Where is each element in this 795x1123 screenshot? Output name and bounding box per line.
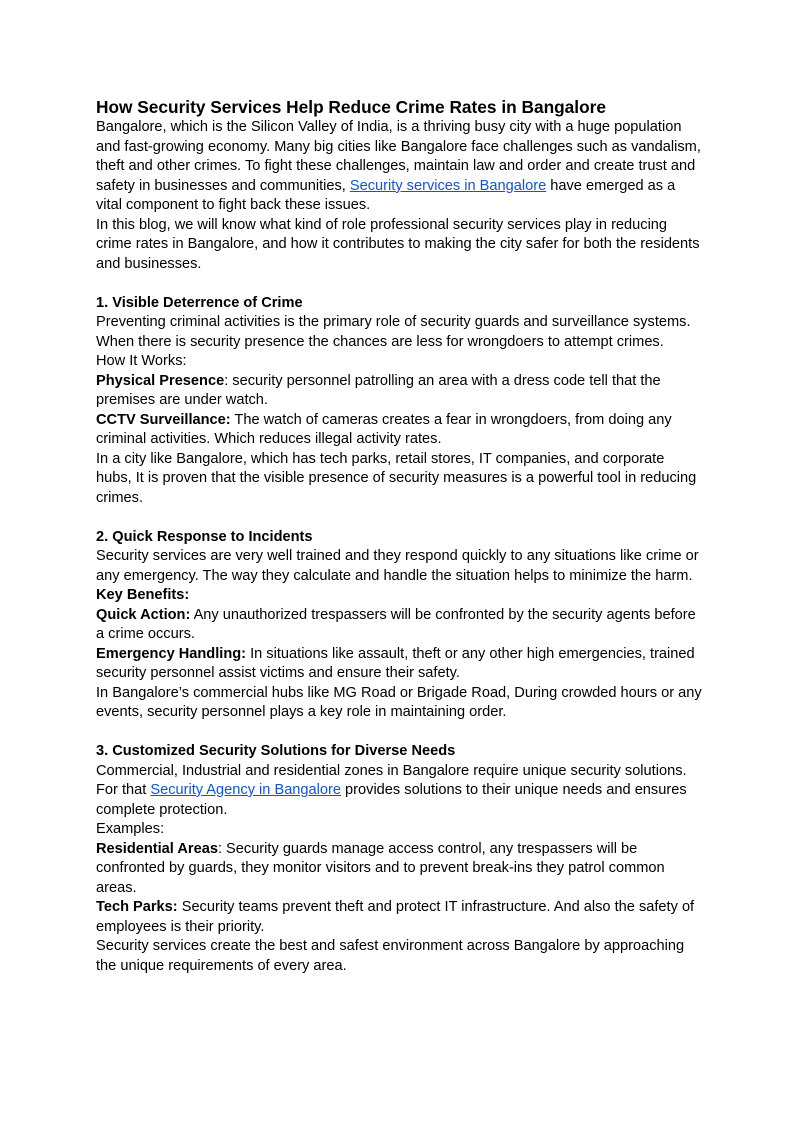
item-label: CCTV Surveillance: <box>96 411 231 428</box>
item-label: Residential Areas <box>96 840 218 857</box>
item-label: Tech Parks: <box>96 899 178 915</box>
section-3-item-tech-parks <box>96 898 702 937</box>
section-2-item-quick-action <box>96 606 702 645</box>
section-2-paragraph-1: Security services are very well trained and they respond quickly to any situations like crime or any emergency. The way they calculate and handle the situation helps to minimize the harm. <box>96 548 699 584</box>
section-3-heading: 3. Customized Security Solutions for Diverse Needs <box>96 743 456 759</box>
item-text: : Security guards manage access control, any trespassers will be confronted by guards, they monitor visitors and to prevent break-ins they patrol common areas. <box>96 840 665 896</box>
text-before-link: For that <box>96 782 151 798</box>
section-2-paragraph-2: In Bangalore’s commercial hubs like MG Road or Brigade Road, During crowded hours or any events, security personnel plays a key role in maintaining order. <box>96 684 702 720</box>
section-3-paragraph-2 <box>96 781 702 820</box>
section-2-subheading: Key Benefits: <box>96 587 190 603</box>
section-3-paragraph-4: Security services create the best and safest environment across Bangalore by approaching the unique requirements of every area. <box>96 938 685 974</box>
spacer <box>96 723 702 743</box>
section-1-how-it-works: How It Works: <box>96 353 187 369</box>
section-1-item-cctv <box>96 411 702 450</box>
section-2-heading: 2. Quick Response to Incidents <box>96 528 313 545</box>
intro-text-before-link: Bangalore, which is the Silicon Valley of India, is a thriving busy city with a huge population and fast-growing economy. Many big cities like Bangalore face challenges such as vandalism, theft and other crimes. To fight these challenges, maintain law and order and create trust and safety in businesses and communities, <box>96 119 701 194</box>
item-text: The watch of cameras creates a fear in wrongdoers, from doing any criminal activities. Which reduces illegal activity rates. <box>96 411 672 447</box>
section-1-heading: 1. Visible Deterrence of Crime <box>96 294 303 311</box>
security-agency-link[interactable]: Security Agency in Bangalore <box>150 782 341 798</box>
section-1-paragraph-3: In a city like Bangalore, which has tech parks, retail stores, IT companies, and corporate hubs, It is proven that the visible presence of security measures is a powerful tool in reducing crimes. <box>96 450 697 506</box>
item-label: Physical Presence <box>96 372 225 389</box>
item-label: Emergency Handling: <box>96 645 247 662</box>
spacer <box>96 274 702 294</box>
item-text: Any unauthorized trespassers will be confronted by the security agents before a crime occurs. <box>96 606 696 642</box>
section-2-item-emergency-handling <box>96 645 702 684</box>
item-text: : security personnel patrolling an area with a dress code tell that the premises are under watch. <box>96 372 661 408</box>
spacer <box>96 508 702 528</box>
intro-text-after-link: have emerged as a vital component to fight back these issues. <box>96 177 676 213</box>
item-text: In situations like assault, theft or any other high emergencies, trained security personnel assist victims and ensure their safety. <box>96 645 695 681</box>
section-1-paragraph-1: Preventing criminal activities is the primary role of security guards and surveillance systems. When there is security presence the chances are less for wrongdoers to attempt crimes. <box>96 314 691 350</box>
document-page <box>96 96 702 976</box>
section-3-item-residential <box>96 840 702 899</box>
item-label: Quick Action: <box>96 606 191 623</box>
section-1-item-physical-presence <box>96 372 702 411</box>
text-after-link: provides solutions to their unique needs and ensures complete protection. <box>96 782 687 818</box>
security-services-link[interactable]: Security services in Bangalore <box>349 177 547 194</box>
page-title: How Security Services Help Reduce Crime Rates in Bangalore <box>96 97 606 117</box>
intro-paragraph-1 <box>96 118 702 216</box>
item-text: Security teams prevent theft and protect IT infrastructure. And also the safety of employees is their priority. <box>96 899 695 935</box>
intro-paragraph-2: In this blog, we will know what kind of role professional security services play in reducing crime rates in Bangalore, and how it contributes to making the city safer for both the residents and businesses. <box>96 216 700 272</box>
section-3-paragraph-1: Commercial, Industrial and residential zones in Bangalore require unique security solutions. <box>96 762 687 779</box>
section-3-examples-label: Examples: <box>96 821 165 837</box>
